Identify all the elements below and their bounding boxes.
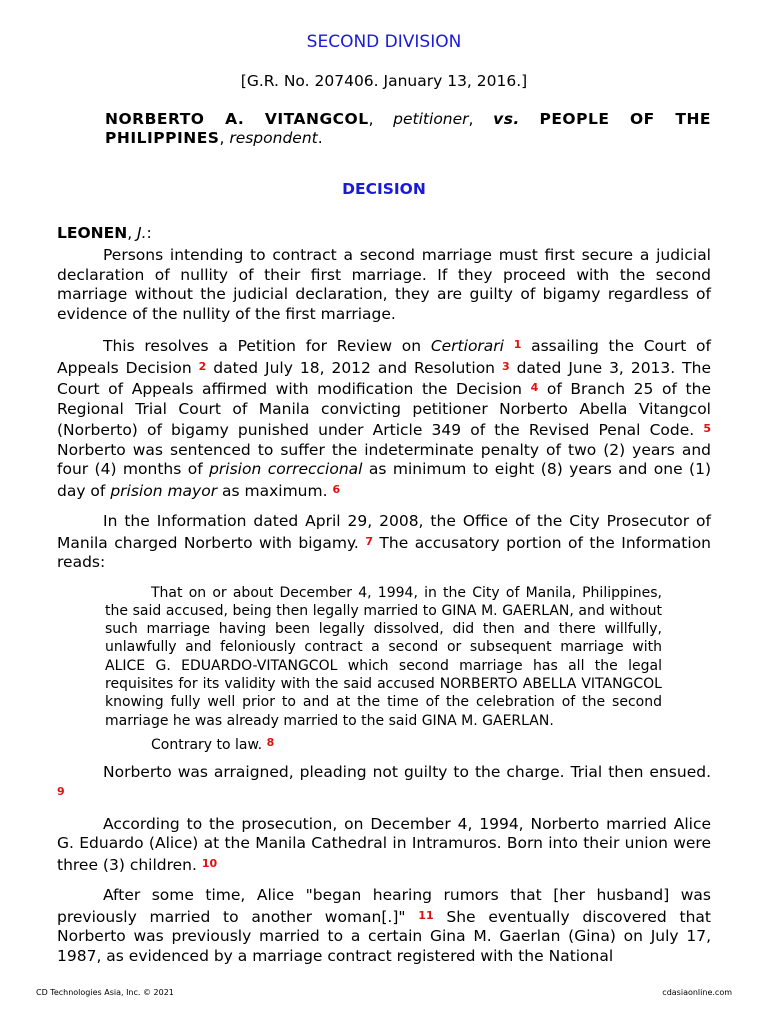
document-page bbox=[57, 32, 711, 977]
footnote-7[interactable]: 7 bbox=[365, 534, 373, 548]
footnote-2[interactable]: 2 bbox=[198, 359, 207, 373]
case-parties: NORBERTO A. VITANGCOL, petitioner, vs. PEOPLE OF THE PHILIPPINES, respondent. bbox=[105, 110, 711, 147]
decision-title: DECISION bbox=[342, 180, 426, 198]
footnote-10[interactable]: 10 bbox=[201, 856, 218, 870]
ponente: LEONEN, J.: bbox=[57, 224, 152, 242]
versus: vs. bbox=[493, 110, 520, 128]
paragraph-6: After some time, Alice "began hearing rumors that [her husband] was previously married to another woman[.]" 11 She eventually discovered that Norberto was previously married to a certain Gina M. Gaerlan (Gina) on July 17, 1987, as evidenced by a marriage contract registered with the National bbox=[57, 886, 711, 965]
division-heading: SECOND DIVISION bbox=[306, 32, 462, 52]
ponente-title: J. bbox=[137, 224, 147, 242]
footnote-5[interactable]: 5 bbox=[703, 422, 711, 435]
paragraph-4: Norberto was arraigned, pleading not guilty to the charge. Trial then ensued. 9 bbox=[57, 762, 711, 799]
footnote-8[interactable]: 8 bbox=[266, 735, 275, 749]
footnote-3[interactable]: 3 bbox=[501, 359, 510, 373]
petitioner-name: NORBERTO A. VITANGCOL bbox=[105, 110, 369, 128]
paragraph-3: In the Information dated April 29, 2008, the Office of the City Prosecutor of Manila charged Norberto with bigamy. 7 The accusatory portion of the Information reads: bbox=[57, 512, 712, 571]
petitioner-role: petitioner bbox=[393, 110, 469, 128]
case-number: [G.R. No. 207406. January 13, 2016.] bbox=[240, 72, 528, 90]
footnote-9[interactable]: 9 bbox=[57, 785, 65, 799]
information-quote: That on or about December 4, 1994, in the City of Manila, Philippines, the said accused, being then legally married to GINA M. GAERLAN, and without such marriage having been legally dissolved, did then and there willfully, unlawfully and feloniously contract a second or subsequent marriage with ALICE G. EDUARDO-VITANGCOL which second marriage has all the legal requisites for its validity with the said accused NORBERTO ABELLA VITANGCOL knowing fully well prior to and at the time of the celebration of the second marriage he was already married to the said GINA M. GAERLAN. bbox=[105, 584, 662, 729]
footnote-4[interactable]: 4 bbox=[530, 381, 539, 394]
paragraph-2: This resolves a Petition for Review on Certiorari 1 assailing the Court of Appeals Decision 2 dated July 18, 2012 and Resolution 3 dated June 3, 2013. The Court of Appeals affirmed with modification the Decision 4 of Branch 25 of the Regional Trial Court of Manila convicting petitioner Norberto Abella Vitangcol (Norberto) of bigamy punished under Article 349 of the Revised Penal Code. 5 Norberto was sentenced to suffer the indeterminate penalty of two (2) years and four (4) months of prision correccional as minimum to eight (8) years and one (1) day of prision mayor as maximum. 6 bbox=[57, 337, 712, 500]
footer-site[interactable]: cdasiaonline.com bbox=[662, 988, 732, 997]
paragraph-5: According to the prosecution, on December 4, 1994, Norberto married Alice G. Eduardo (Alice) at the Manila Cathedral in Intramuros. Born into their union were three (3) children. 10 bbox=[57, 814, 711, 874]
footnote-6[interactable]: 6 bbox=[332, 482, 341, 496]
respondent-role: respondent bbox=[229, 129, 318, 147]
footer-copyright: CD Technologies Asia, Inc. © 2021 bbox=[36, 988, 174, 997]
paragraph-1: Persons intending to contract a second marriage must first secure a judicial declaration of nullity of their first marriage. If they proceed with the second marriage without the judicial declaration, they are guilty of bigamy regardless of evidence of the nullity of the first marriage. bbox=[57, 246, 711, 323]
footnote-1[interactable]: 1 bbox=[513, 338, 522, 351]
contrary-to-law: Contrary to law. $^8$ bbox=[151, 735, 275, 753]
footnote-11[interactable]: 11 bbox=[418, 908, 434, 922]
respondent-name: PEOPLE OF THE PHILIPPINES bbox=[105, 110, 711, 147]
ponente-name: LEONEN bbox=[57, 224, 128, 242]
